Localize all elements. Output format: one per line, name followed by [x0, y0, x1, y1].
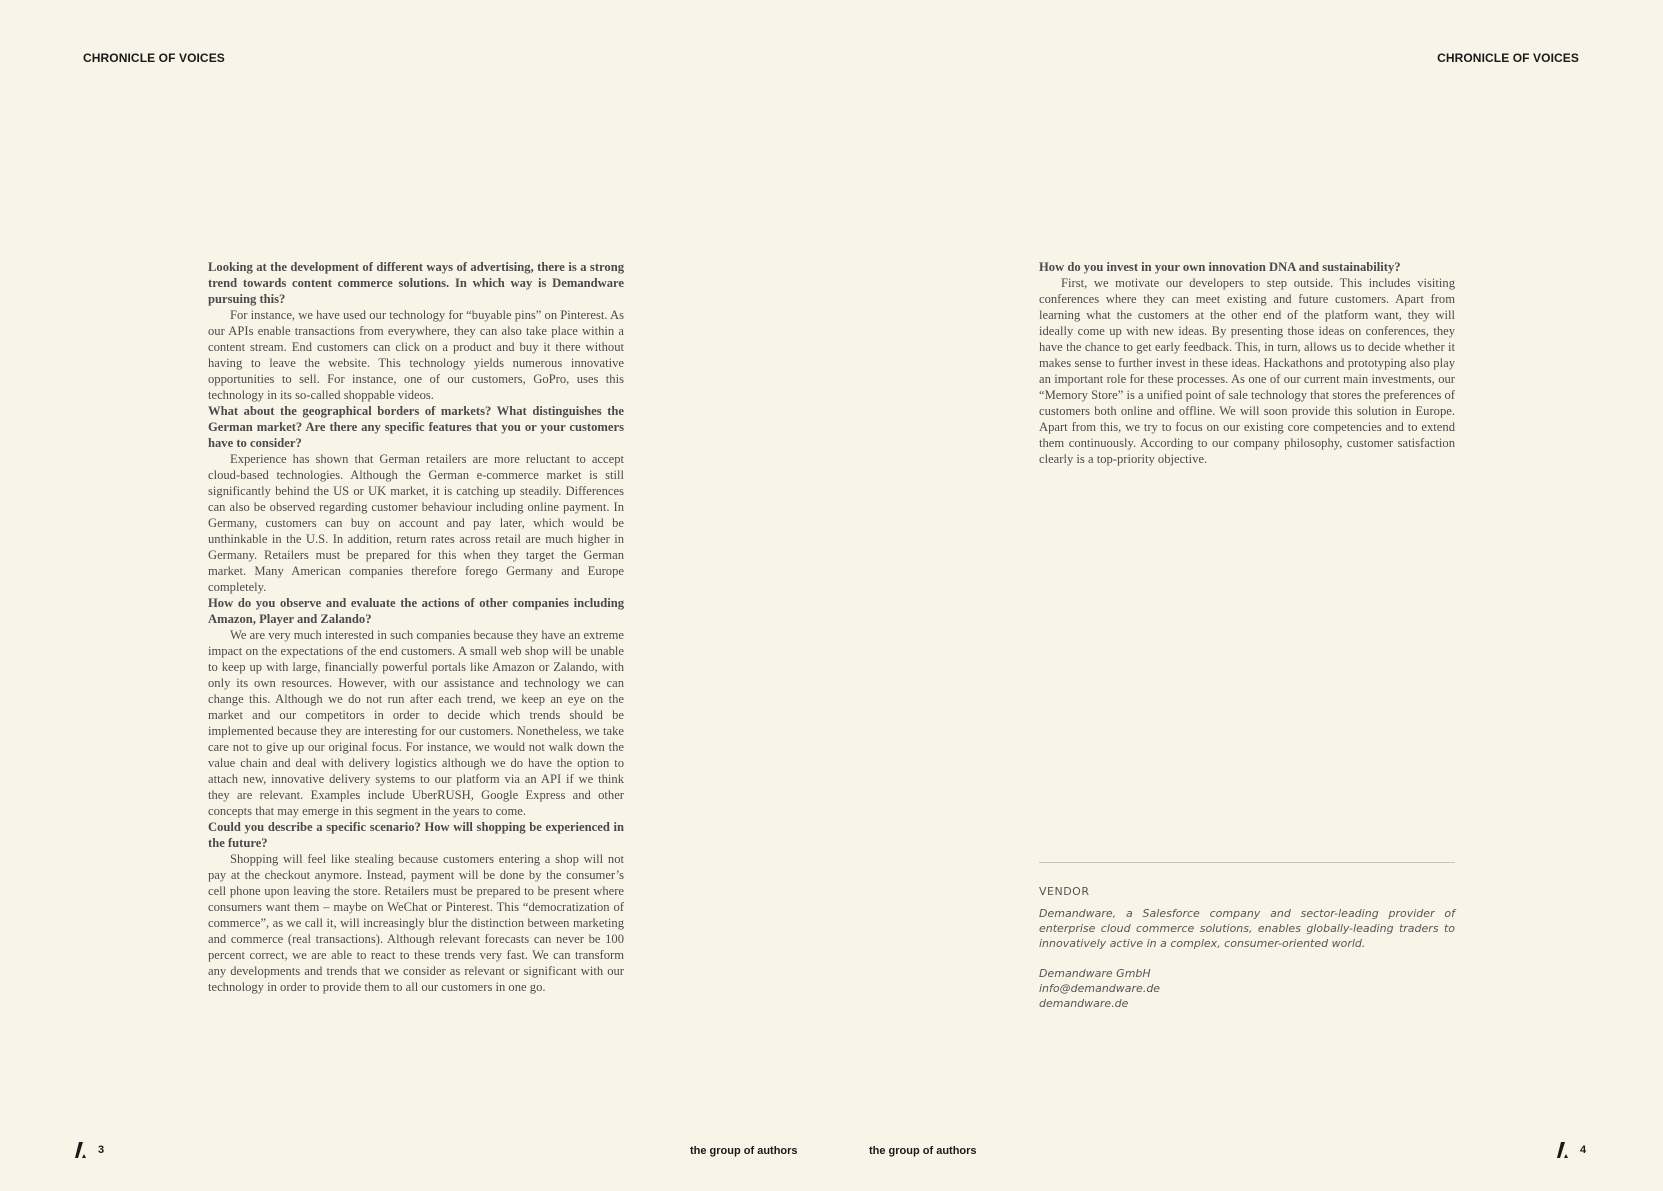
right-column-text — [1039, 259, 1455, 467]
vendor-website: demandware.de — [1039, 997, 1129, 1010]
slash-logo-icon — [75, 1142, 89, 1158]
vendor-label: VENDOR — [1039, 885, 1090, 898]
right-answer: First, we motivate our developers to step outside. This includes visiting conferences where they can meet existing and future customers. Apart from learning what the customers at the other end of the platform want, they will ideally come up with new ideas. By presenting those ideas on conferences, they have the chance to get early feedback. This, in turn, allows us to decide whether it makes sense to further invest in these ideas. Hackathons and prototyping also play an important role for these processes. As one of our current main investments, our “Memory Store” is a unified point of sale technology that stores the preferences of customers both online and offline. We will soon provide this solution in Europe. Apart from this, we try to focus on our existing core competencies and to extend them continuously. According to our company philosophy, customer satisfaction clearly is a top-priority objective. — [1039, 276, 1455, 466]
page-number-right: 4 — [1580, 1144, 1587, 1156]
left-column-text — [208, 259, 624, 995]
left-question: Could you describe a specific scenario? How will shopping be experienced in the future? — [208, 820, 624, 850]
left-answer: Shopping will feel like stealing because customers entering a shop will not pay at the checkout anymore. Instead, payment will be done by the consumer’s cell phone upon leaving the store. Retailers must be prepared to be present where consumers want them – maybe on WeChat or Pinterest. This “democratization of commerce”, as we call it, will increasingly blur the distinction between marketing and commerce (real transactions). Although relevant forecasts can never be 100 percent correct, we are able to react to these trends very fast. We can transform any developments and trends that we consider as relevant or significant with our technology in order to provide them to all our customers in one go. — [208, 852, 624, 994]
left-question: How do you observe and evaluate the actions of other companies including Amazon, Player and Zalando? — [208, 596, 624, 626]
left-answer: For instance, we have used our technology for “buyable pins” on Pinterest. As our APIs enable transactions from everywhere, they can also take place within a content stream. End customers can click on a product and buy it there without having to leave the website. This technology yields numerous innovative opportunities to sell. For instance, one of our customers, GoPro, uses this technology in its so-called shoppable videos. — [208, 308, 624, 402]
vendor-email: info@demandware.de — [1039, 982, 1161, 995]
left-answer: We are very much interested in such companies because they have an extreme impact on the expectations of the end customers. A small web shop will be unable to keep up with large, financially powerful portals like Amazon or Zalando, with only its own resources. However, with our assistance and technology we can change this. Although we do not run after each trend, we keep an eye on the market and our competitors in order to decide which trends should be implemented because they are interesting for our customers. Nonetheless, we take care not to give up our original focus. For instance, we would not walk down the value chain and deal with delivery logistics although we do have the option to attach new, innovative delivery systems to our platform via an API if we think they are relevant. Examples include UberRUSH, Google Express and other concepts that may emerge in this segment in the years to come. — [208, 628, 624, 818]
page-number-left: 3 — [98, 1144, 105, 1156]
vendor-description: Demandware, a Salesforce company and sector-leading provider of enterprise cloud commerce solutions, enables globally-leading traders to innovatively active in a complex, consumer-oriented world. — [1039, 907, 1455, 950]
page-mark-left — [75, 1142, 104, 1158]
footer-author-right: the group of authors — [869, 1145, 977, 1157]
slash-logo-icon — [1557, 1142, 1571, 1158]
vendor-contact — [1039, 966, 1455, 1011]
vendor-company: Demandware GmbH — [1039, 967, 1151, 980]
left-question: Looking at the development of different ways of advertising, there is a strong trend towards content commerce solutions. In which way is Demandware pursuing this? — [208, 260, 624, 306]
page-mark-right — [1557, 1142, 1586, 1158]
footer-author-left: the group of authors — [690, 1145, 798, 1157]
running-header-right: CHRONICLE OF VOICES — [1437, 51, 1579, 65]
running-header-left: CHRONICLE OF VOICES — [83, 51, 225, 65]
vendor-divider — [1039, 862, 1455, 863]
right-question: How do you invest in your own innovation DNA and sustainability? — [1039, 260, 1401, 274]
left-answer: Experience has shown that German retailers are more reluctant to accept cloud-based technologies. Although the German e-commerce market is still significantly behind the US or UK market, it is catching up steadily. Differences can also be observed regarding customer behaviour including online payment. In Germany, customers can buy on account and pay later, which would be unthinkable in the U.S. In addition, return rates across retail are much higher in Germany. Retailers must be prepared for this when they target the German market. Many American companies therefore forego Germany and Europe completely. — [208, 452, 624, 594]
left-question: What about the geographical borders of markets? What distinguishes the German market? Are there any specific features that you or your customers have to consider? — [208, 404, 624, 450]
